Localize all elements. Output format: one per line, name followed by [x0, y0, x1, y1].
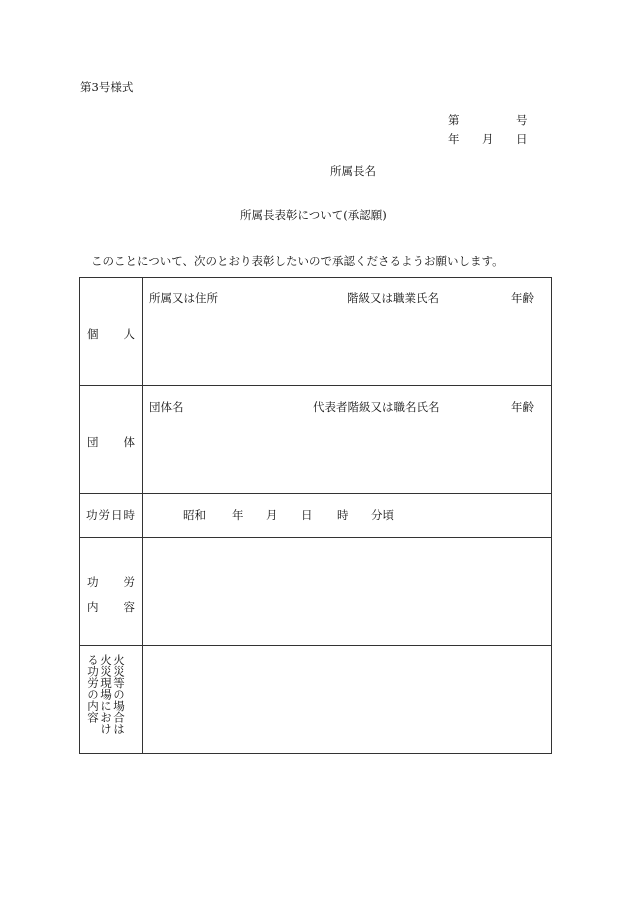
document-number-prefix: 第: [448, 113, 460, 127]
details-label-1a: 功: [87, 575, 99, 589]
date-month-label: 月: [482, 132, 494, 146]
group-entry-cell[interactable]: [143, 386, 552, 494]
intro-text: このことについて、次のとおり表彰したいので承認くださるようお願いします。: [91, 254, 504, 268]
document-title: 所属長表彰について(承認願): [240, 208, 387, 222]
details-header-cell: [80, 538, 143, 646]
fire-label: 火災等の場合は火災現場における功労の内容: [86, 654, 126, 735]
document-number-suffix: 号: [516, 113, 528, 127]
datetime-day-label: 日: [301, 508, 313, 522]
person-entry-cell[interactable]: [143, 278, 552, 386]
datetime-year-label: 年: [232, 508, 244, 522]
details-label-2a: 内: [87, 600, 99, 614]
datetime-entry-cell[interactable]: [143, 494, 552, 538]
group-age-label: 年齢: [511, 400, 534, 414]
rank-name-label: 階級又は職業氏名: [347, 291, 439, 305]
datetime-header-cell: [80, 494, 143, 538]
person-header-cell: [80, 278, 143, 386]
date-day-label: 日: [516, 132, 528, 146]
details-row: [80, 538, 552, 646]
era-label: 昭和: [183, 508, 206, 522]
person-label-b: 人: [123, 327, 135, 341]
group-row: [80, 386, 552, 494]
datetime-label: 功労日時: [86, 508, 136, 522]
recipient-name: 所属長名: [330, 164, 376, 178]
details-label-1b: 労: [123, 575, 135, 589]
group-label-a: 団: [87, 435, 99, 449]
representative-name-label: 代表者階級又は職名氏名: [313, 400, 440, 414]
datetime-minute-label: 分頃: [371, 508, 394, 522]
datetime-hour-label: 時: [337, 508, 349, 522]
fire-row: [80, 646, 552, 754]
affiliation-label: 所属又は住所: [149, 291, 218, 305]
fire-entry-cell[interactable]: [143, 646, 552, 754]
person-label-a: 個: [87, 327, 99, 341]
details-entry-cell[interactable]: [143, 538, 552, 646]
details-label-2b: 容: [123, 600, 135, 614]
award-form-table: [79, 277, 552, 754]
person-row: [80, 278, 552, 386]
datetime-month-label: 月: [266, 508, 278, 522]
date-year-label: 年: [448, 132, 460, 146]
group-header-cell: [80, 386, 143, 494]
fire-header-cell: [80, 646, 143, 754]
person-age-label: 年齢: [511, 291, 534, 305]
group-name-label: 団体名: [149, 400, 184, 414]
form-number: 第3号様式: [80, 80, 134, 94]
datetime-row: [80, 494, 552, 538]
group-label-b: 体: [123, 435, 135, 449]
